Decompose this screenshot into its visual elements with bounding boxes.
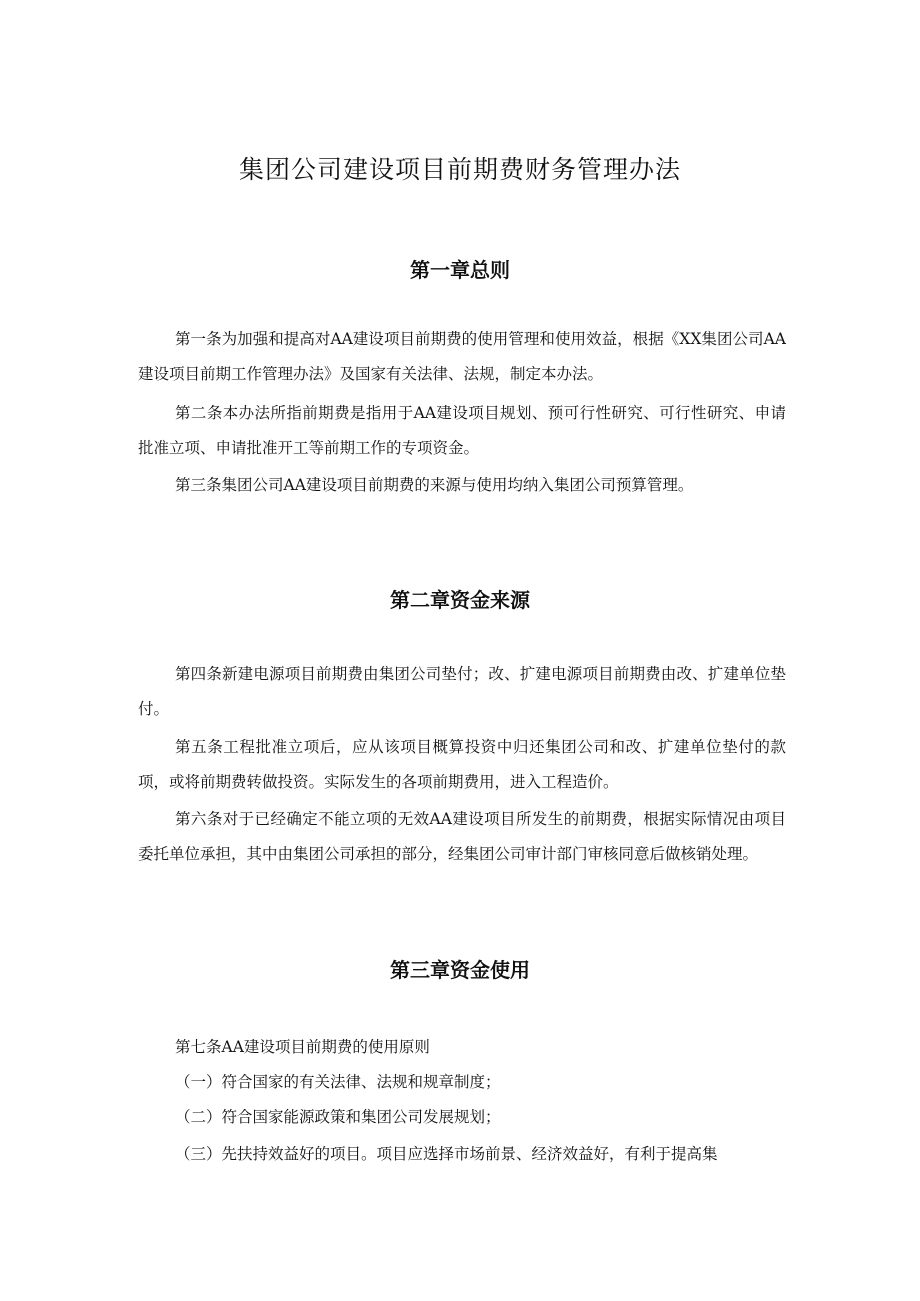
article-6: 第六条对于已经确定不能立项的无效AA建设项目所发生的前期费，根据实际情况由项目委托单位承担，其中由集团公司承担的部分，经集团公司审计部门审核同意后做核销处理。 xyxy=(138,810,786,863)
chapter-heading-1: 第一章总则 xyxy=(410,258,510,282)
list-item-1: （一）符合国家的有关法律、法规和规章制度； xyxy=(175,1073,501,1091)
article-1: 第一条为加强和提高对AA建设项目前期费的使用管理和使用效益，根据《XX集团公司AA建设项目前期工作管理办法》及国家有关法律、法规，制定本办法。 xyxy=(138,330,786,383)
list-item-2: （二）符合国家能源政策和集团公司发展规划； xyxy=(175,1108,501,1126)
chapter-heading-2: 第二章资金来源 xyxy=(390,588,530,612)
article-5: 第五条工程批准立项后，应从该项目概算投资中归还集团公司和改、扩建单位垫付的款项，或将前期费转做投资。实际发生的各项前期费用，进入工程造价。 xyxy=(138,738,786,791)
chapter-heading-3: 第三章资金使用 xyxy=(390,958,530,982)
list-item-3: （三）先扶持效益好的项目。项目应选择市场前景、经济效益好，有利于提高集 xyxy=(175,1145,718,1163)
document-title: 集团公司建设项目前期费财务管理办法 xyxy=(238,155,681,184)
article-3: 第三条集团公司AA建设项目前期费的来源与使用均纳入集团公司预算管理。 xyxy=(175,476,694,494)
article-7: 第七条AA建设项目前期费的使用原则 xyxy=(175,1038,430,1056)
article-4: 第四条新建电源项目前期费由集团公司垫付；改、扩建电源项目前期费由改、扩建单位垫付。 xyxy=(138,665,786,718)
article-2: 第二条本办法所指前期费是指用于AA建设项目规划、预可行性研究、可行性研究、申请批准立项、申请批准开工等前期工作的专项资金。 xyxy=(138,404,786,457)
